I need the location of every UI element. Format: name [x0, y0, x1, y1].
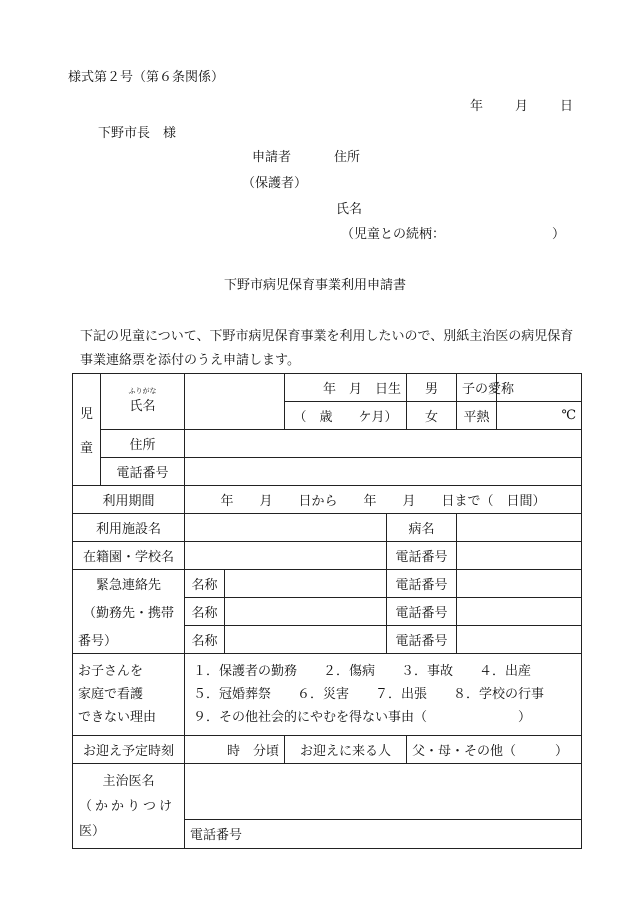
doctor-label-3: 医） — [79, 823, 106, 839]
reason-label-1: お子さんを — [78, 664, 144, 679]
child-address-field[interactable] — [185, 430, 582, 458]
pickup-person-label: お迎えに来る人 — [285, 736, 407, 764]
pickup-time-label: お迎え予定時刻 — [73, 736, 185, 764]
pickup-person-value[interactable]: 父・母・その他（ ） — [407, 736, 582, 764]
doctor-phone[interactable] — [185, 819, 582, 848]
date-line — [470, 95, 573, 114]
date-month: 月 — [515, 99, 529, 114]
contact-phone-field-3[interactable] — [457, 626, 582, 654]
school-phone-field[interactable] — [457, 542, 582, 570]
contact-phone-label-3: 電話番号 — [387, 626, 457, 654]
fever-label: 平熱 — [457, 402, 497, 430]
nickname-label: 子の愛称 — [457, 374, 497, 402]
doctor-label — [73, 764, 185, 849]
doctor-phone-label: 電話番号 — [190, 828, 243, 844]
reason-option-line-1[interactable]: １．保護者の勤務 ２．傷病 ３．事故 ４．出産 — [193, 664, 532, 679]
child-name-field[interactable] — [185, 374, 285, 430]
contact-name-label-3: 名称 — [185, 626, 225, 654]
relation-close: ） — [552, 227, 566, 242]
facility-field[interactable] — [185, 514, 387, 542]
birth-date: 年 月 日生 — [285, 374, 407, 402]
date-day: 日 — [560, 99, 574, 114]
child-age: （ 歳 ケ月） — [285, 402, 407, 430]
reason-label — [73, 654, 185, 736]
pickup-time-value[interactable]: 時 分頃 — [185, 736, 285, 764]
contact-phone-field-1[interactable] — [457, 570, 582, 598]
child-phone-field[interactable] — [185, 458, 582, 486]
address-label: 住所 — [334, 150, 361, 165]
relation-label: （児童との続柄： — [341, 227, 446, 242]
illness-field[interactable] — [457, 514, 582, 542]
facility-label: 利用施設名 — [73, 514, 185, 542]
contact-phone-field-2[interactable] — [457, 598, 582, 626]
period-value[interactable]: 年 月 日から 年 月 日まで（ 日間） — [185, 486, 582, 514]
male-option[interactable]: 男 — [407, 374, 457, 402]
child-phone-label: 電話番号 — [101, 458, 185, 486]
name-label: 氏名 — [336, 202, 363, 217]
contact-phone-label-2: 電話番号 — [387, 598, 457, 626]
application-table — [72, 373, 582, 849]
date-year: 年 — [470, 99, 484, 114]
applicant-label: 申請者 — [252, 150, 292, 165]
contact-name-label-1: 名称 — [185, 570, 225, 598]
school-phone-label: 電話番号 — [387, 542, 457, 570]
contact-phone-label-1: 電話番号 — [387, 570, 457, 598]
doctor-name-field[interactable] — [185, 764, 582, 820]
school-field[interactable] — [185, 542, 387, 570]
reason-label-2: 家庭で看護 — [78, 687, 144, 702]
reason-option-line-3[interactable]: ９．その他社会的にやむを得ない事由（ ） — [193, 710, 532, 725]
reason-option-line-2[interactable]: ５．冠婚葬祭 ６．災害 ７．出張 ８．学校の行事 — [193, 687, 545, 702]
addressee: 下野市長 様 — [98, 126, 177, 141]
emergency-label-2: （勤務先・携帯 — [73, 598, 185, 626]
child-name-label: ふりがな 氏名 — [101, 374, 185, 430]
illness-label: 病名 — [387, 514, 457, 542]
contact-name-field-1[interactable] — [225, 570, 387, 598]
school-label: 在籍園・学校名 — [73, 542, 185, 570]
doctor-label-1: 主治医名 — [102, 773, 155, 789]
application-text: 下記の児童について、下野市病児保育事業を利用したいので、別紙主治医の病児保育事業連絡票を添付のうえ申請します。 — [80, 329, 574, 368]
contact-name-label-2: 名称 — [185, 598, 225, 626]
fever-unit: ℃ — [497, 402, 582, 430]
emergency-label-1: 緊急連絡先 — [73, 570, 185, 598]
period-label: 利用期間 — [73, 486, 185, 514]
emergency-label-3: 番号） — [73, 626, 185, 654]
reason-label-3: できない理由 — [78, 710, 157, 725]
document-title: 下野市病児保育事業利用申請書 — [223, 278, 406, 293]
guardian-label: （保護者） — [242, 176, 308, 191]
form-number: 様式第２号（第６条関係） — [68, 70, 225, 85]
doctor-label-2: （かかりつけ — [79, 798, 176, 814]
contact-name-field-3[interactable] — [225, 626, 387, 654]
female-option[interactable]: 女 — [407, 402, 457, 430]
child-section-label: 児 童 — [73, 374, 101, 486]
child-address-label: 住所 — [101, 430, 185, 458]
contact-name-field-2[interactable] — [225, 598, 387, 626]
reason-options — [185, 654, 582, 736]
